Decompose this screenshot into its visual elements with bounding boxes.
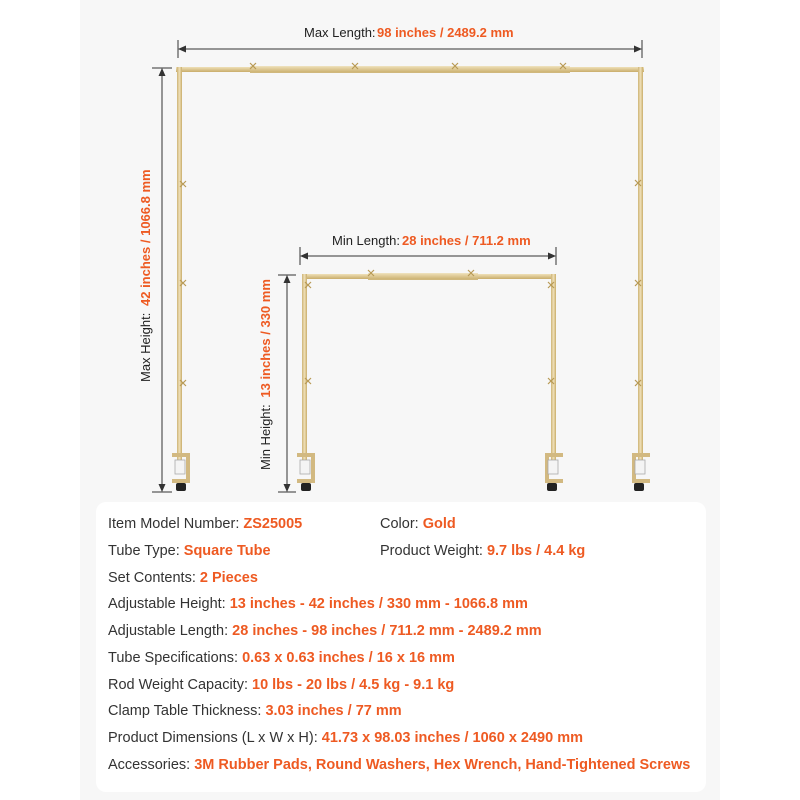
spec-value: ZS25005: [243, 516, 303, 532]
spec-clamp-table-thickness: [108, 702, 402, 720]
spec-label: Adjustable Height:: [108, 596, 226, 612]
spec-label: Set Contents:: [108, 570, 196, 586]
spec-label: Adjustable Length:: [108, 623, 229, 639]
spec-product-dimensions: [108, 729, 583, 747]
spec-value: 3.03 inches / 77 mm: [265, 703, 402, 719]
max-height-value: 42 inches / 1066.8 mm: [138, 169, 153, 306]
spec-tube-type: [108, 542, 271, 560]
spec-value: 13 inches - 42 inches / 330 mm - 1066.8 mm: [229, 596, 528, 612]
max-length-dimension: [178, 25, 642, 58]
spec-value: 9.7 lbs / 4.4 kg: [486, 543, 586, 559]
spec-rod-weight-capacity: [108, 676, 454, 694]
clamp-icon: [297, 455, 313, 491]
min-length-label: Min Length:: [332, 233, 400, 248]
spec-label: Color:: [380, 516, 419, 532]
spec-value: Square Tube: [183, 543, 271, 559]
spec-label: Tube Specifications:: [108, 650, 239, 666]
spec-value: Gold: [422, 516, 456, 532]
min-length-value: 28 inches / 711.2 mm: [402, 233, 531, 248]
clamp-icon: [547, 455, 563, 491]
spec-label: Clamp Table Thickness:: [108, 703, 262, 719]
spec-product-weight: [380, 542, 585, 560]
spec-set-contents: [108, 569, 258, 587]
spec-label: Rod Weight Capacity:: [108, 677, 248, 693]
spec-value: 3M Rubber Pads, Round Washers, Hex Wrench, Hand-Tightened Screws: [194, 757, 691, 773]
spec-item-model: [108, 515, 302, 533]
spec-label: Product Dimensions (L x W x H):: [108, 730, 318, 746]
spec-value: 10 lbs - 20 lbs / 4.5 kg - 9.1 kg: [252, 677, 455, 693]
small-frame: [297, 270, 563, 491]
spec-color: [380, 515, 456, 533]
svg-text:Min Height: 13 inches /: [258, 279, 273, 470]
max-length-value: 98 inches / 2489.2 mm: [377, 25, 514, 40]
spec-label: Product Weight:: [380, 543, 483, 559]
spec-tube-specifications: [108, 649, 455, 667]
min-height-dimension: [258, 275, 296, 492]
min-height-value: 13 inches / 330 mm: [258, 279, 273, 398]
spec-label: Item Model Number:: [108, 516, 240, 532]
spec-accessories: [108, 756, 690, 774]
clamp-icon: [634, 455, 650, 491]
spec-label: Tube Type:: [108, 543, 180, 559]
spec-value: 28 inches - 98 inches / 711.2 mm - 2489.2 mm: [232, 623, 542, 639]
spec-adjustable-height: [108, 595, 528, 613]
min-length-dimension: [300, 233, 556, 265]
min-height-label: Min Height:: [258, 404, 273, 470]
spec-value: 0.63 x 0.63 inches / 16 x 16 mm: [242, 650, 455, 666]
clamp-icon: [172, 455, 188, 491]
spec-value: 2 Pieces: [199, 570, 258, 586]
spec-label: Accessories:: [108, 757, 191, 773]
max-height-dimension: [138, 68, 172, 492]
spec-value: 41.73 x 98.03 inches / 1060 x 2490 mm: [321, 730, 583, 746]
max-length-label: Max Length:: [304, 25, 376, 40]
spec-adjustable-length: [108, 622, 542, 640]
max-height-label: Max Height:: [138, 312, 153, 382]
svg-text:Max Height: 42 inches /: [138, 169, 153, 382]
